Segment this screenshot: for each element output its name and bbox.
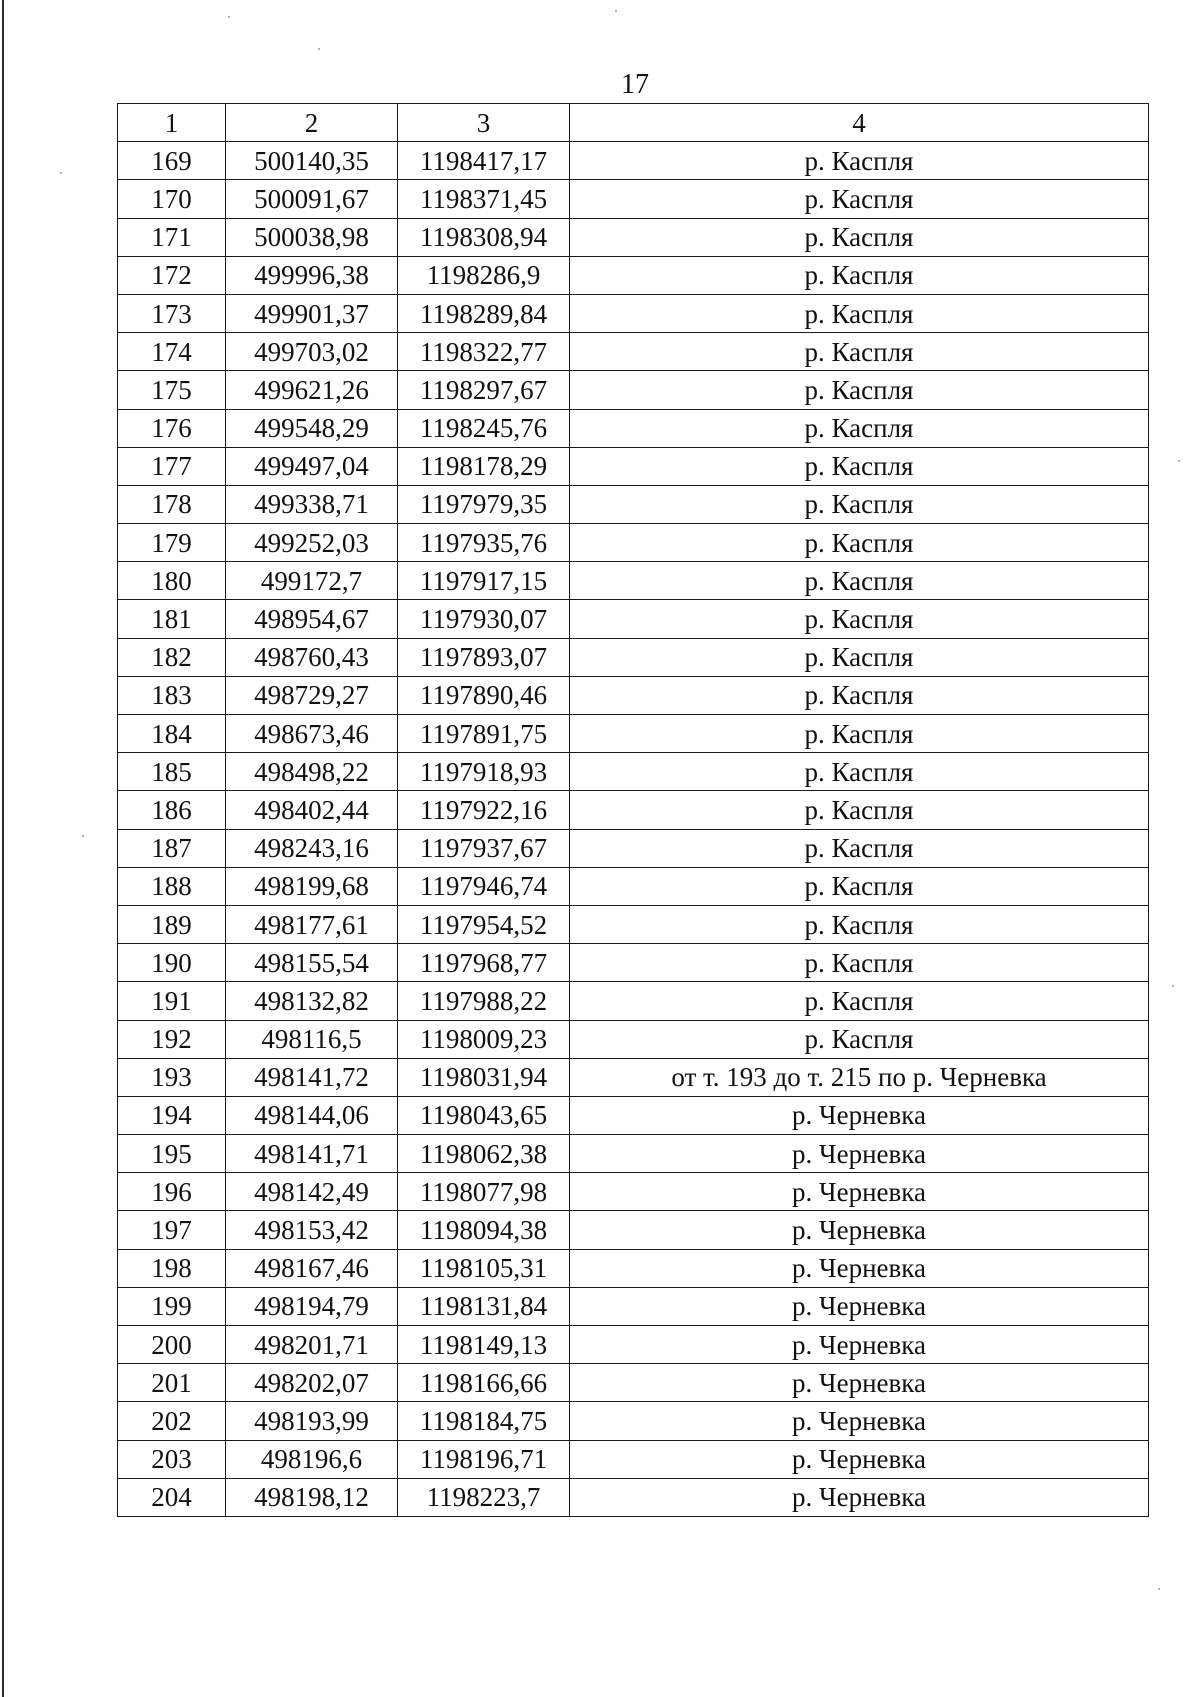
boundary-description-cell: р. Каспля [570,1020,1149,1058]
y-coordinate-cell: 1197935,76 [398,524,570,562]
point-number-cell: 174 [118,333,226,371]
x-coordinate-cell: 498194,79 [226,1287,398,1325]
point-number-cell: 201 [118,1364,226,1402]
x-coordinate-cell: 500091,67 [226,180,398,218]
table-row [118,333,1149,371]
x-coordinate-cell: 498402,44 [226,791,398,829]
y-coordinate-cell: 1198322,77 [398,333,570,371]
scan-speck [318,48,320,50]
boundary-description-cell: р. Каспля [570,333,1149,371]
y-coordinate-cell: 1197922,16 [398,791,570,829]
table-row [118,867,1149,905]
table-row [118,1478,1149,1516]
x-coordinate-cell: 498196,6 [226,1440,398,1478]
table-row [118,1249,1149,1287]
point-number-cell: 186 [118,791,226,829]
table-row [118,1020,1149,1058]
y-coordinate-cell: 1197891,75 [398,715,570,753]
boundary-description-cell: р. Черневка [570,1364,1149,1402]
y-coordinate-cell: 1198166,66 [398,1364,570,1402]
x-coordinate-cell: 498155,54 [226,944,398,982]
x-coordinate-cell: 498141,71 [226,1135,398,1173]
boundary-description-cell: р. Каспля [570,867,1149,905]
boundary-description-cell: р. Черневка [570,1173,1149,1211]
point-number-cell: 190 [118,944,226,982]
table-row [118,1211,1149,1249]
boundary-description-cell: р. Черневка [570,1249,1149,1287]
x-coordinate-cell: 499252,03 [226,524,398,562]
y-coordinate-cell: 1198043,65 [398,1096,570,1134]
table-row [118,715,1149,753]
boundary-description-cell: р. Каспля [570,409,1149,447]
table-row [118,905,1149,943]
scan-speck [615,10,617,12]
y-coordinate-cell: 1198223,7 [398,1478,570,1516]
boundary-description-cell: р. Каспля [570,715,1149,753]
y-coordinate-cell: 1197893,07 [398,638,570,676]
x-coordinate-cell: 499172,7 [226,562,398,600]
scan-speck [60,172,62,174]
point-number-cell: 187 [118,829,226,867]
y-coordinate-cell: 1198184,75 [398,1402,570,1440]
boundary-description-cell: р. Каспля [570,142,1149,180]
x-coordinate-cell: 498153,42 [226,1211,398,1249]
point-number-cell: 203 [118,1440,226,1478]
point-number-cell: 169 [118,142,226,180]
table-row [118,180,1149,218]
column-header-1: 1 [118,104,226,142]
y-coordinate-cell: 1198245,76 [398,409,570,447]
point-number-cell: 180 [118,562,226,600]
table-row [118,1135,1149,1173]
column-header-4: 4 [570,104,1149,142]
table-row [118,1058,1149,1096]
x-coordinate-cell: 499497,04 [226,447,398,485]
table-row [118,1402,1149,1440]
boundary-description-cell: от т. 193 до т. 215 по р. Черневка [570,1058,1149,1096]
table-row [118,1440,1149,1478]
point-number-cell: 200 [118,1326,226,1364]
point-number-cell: 204 [118,1478,226,1516]
x-coordinate-cell: 499996,38 [226,256,398,294]
y-coordinate-cell: 1197946,74 [398,867,570,905]
x-coordinate-cell: 499548,29 [226,409,398,447]
point-number-cell: 199 [118,1287,226,1325]
boundary-description-cell: р. Черневка [570,1287,1149,1325]
y-coordinate-cell: 1198286,9 [398,256,570,294]
boundary-description-cell: р. Черневка [570,1326,1149,1364]
x-coordinate-cell: 499901,37 [226,294,398,332]
x-coordinate-cell: 498142,49 [226,1173,398,1211]
y-coordinate-cell: 1198308,94 [398,218,570,256]
boundary-description-cell: р. Каспля [570,180,1149,218]
scan-border-line [2,0,4,1697]
x-coordinate-cell: 498729,27 [226,676,398,714]
table-row [118,676,1149,714]
table-row [118,600,1149,638]
x-coordinate-cell: 498954,67 [226,600,398,638]
boundary-description-cell: р. Каспля [570,218,1149,256]
boundary-description-cell: р. Каспля [570,256,1149,294]
x-coordinate-cell: 498141,72 [226,1058,398,1096]
boundary-description-cell: р. Каспля [570,562,1149,600]
y-coordinate-cell: 1198131,84 [398,1287,570,1325]
point-number-cell: 193 [118,1058,226,1096]
x-coordinate-cell: 498177,61 [226,905,398,943]
table-row [118,142,1149,180]
x-coordinate-cell: 499338,71 [226,485,398,523]
y-coordinate-cell: 1198196,71 [398,1440,570,1478]
boundary-description-cell: р. Каспля [570,753,1149,791]
table-row [118,371,1149,409]
point-number-cell: 176 [118,409,226,447]
table-row [118,218,1149,256]
x-coordinate-cell: 498760,43 [226,638,398,676]
x-coordinate-cell: 500038,98 [226,218,398,256]
table-row [118,638,1149,676]
scan-speck [1158,1588,1160,1590]
boundary-description-cell: р. Каспля [570,638,1149,676]
y-coordinate-cell: 1197988,22 [398,982,570,1020]
scan-speck [1178,460,1180,462]
point-number-cell: 198 [118,1249,226,1287]
point-number-cell: 185 [118,753,226,791]
table-row [118,1364,1149,1402]
table-row [118,791,1149,829]
table-row [118,409,1149,447]
scan-speck [82,835,84,837]
y-coordinate-cell: 1198417,17 [398,142,570,180]
y-coordinate-cell: 1197890,46 [398,676,570,714]
table-row [118,447,1149,485]
point-number-cell: 183 [118,676,226,714]
y-coordinate-cell: 1198297,67 [398,371,570,409]
x-coordinate-cell: 498116,5 [226,1020,398,1058]
boundary-description-cell: р. Черневка [570,1402,1149,1440]
x-coordinate-cell: 498167,46 [226,1249,398,1287]
boundary-description-cell: р. Каспля [570,294,1149,332]
point-number-cell: 191 [118,982,226,1020]
point-number-cell: 195 [118,1135,226,1173]
boundary-description-cell: р. Черневка [570,1096,1149,1134]
y-coordinate-cell: 1198371,45 [398,180,570,218]
boundary-description-cell: р. Каспля [570,600,1149,638]
point-number-cell: 196 [118,1173,226,1211]
boundary-description-cell: р. Черневка [570,1440,1149,1478]
x-coordinate-cell: 498673,46 [226,715,398,753]
point-number-cell: 178 [118,485,226,523]
boundary-description-cell: р. Каспля [570,524,1149,562]
point-number-cell: 181 [118,600,226,638]
x-coordinate-cell: 498498,22 [226,753,398,791]
x-coordinate-cell: 498199,68 [226,867,398,905]
x-coordinate-cell: 499621,26 [226,371,398,409]
table-row [118,1173,1149,1211]
point-number-cell: 197 [118,1211,226,1249]
coordinates-table [117,103,1149,1517]
boundary-description-cell: р. Черневка [570,1211,1149,1249]
y-coordinate-cell: 1198077,98 [398,1173,570,1211]
scan-speck [1172,985,1174,987]
y-coordinate-cell: 1198149,13 [398,1326,570,1364]
point-number-cell: 172 [118,256,226,294]
y-coordinate-cell: 1197979,35 [398,485,570,523]
boundary-description-cell: р. Каспля [570,485,1149,523]
boundary-description-cell: р. Черневка [570,1478,1149,1516]
table-row [118,294,1149,332]
point-number-cell: 182 [118,638,226,676]
y-coordinate-cell: 1197917,15 [398,562,570,600]
y-coordinate-cell: 1197954,52 [398,905,570,943]
table-row [118,524,1149,562]
boundary-description-cell: р. Каспля [570,676,1149,714]
x-coordinate-cell: 498202,07 [226,1364,398,1402]
point-number-cell: 171 [118,218,226,256]
x-coordinate-cell: 499703,02 [226,333,398,371]
y-coordinate-cell: 1197930,07 [398,600,570,638]
boundary-description-cell: р. Каспля [570,905,1149,943]
y-coordinate-cell: 1198289,84 [398,294,570,332]
column-header-3: 3 [398,104,570,142]
table-row [118,1287,1149,1325]
boundary-description-cell: р. Каспля [570,447,1149,485]
point-number-cell: 202 [118,1402,226,1440]
y-coordinate-cell: 1198094,38 [398,1211,570,1249]
x-coordinate-cell: 498201,71 [226,1326,398,1364]
table-row [118,944,1149,982]
point-number-cell: 177 [118,447,226,485]
header-row [118,104,1149,142]
column-header-2: 2 [226,104,398,142]
point-number-cell: 194 [118,1096,226,1134]
scan-speck [228,16,230,18]
boundary-description-cell: р. Каспля [570,829,1149,867]
x-coordinate-cell: 498243,16 [226,829,398,867]
y-coordinate-cell: 1197968,77 [398,944,570,982]
point-number-cell: 170 [118,180,226,218]
y-coordinate-cell: 1198009,23 [398,1020,570,1058]
boundary-description-cell: р. Каспля [570,371,1149,409]
table-row [118,562,1149,600]
y-coordinate-cell: 1198178,29 [398,447,570,485]
point-number-cell: 179 [118,524,226,562]
point-number-cell: 188 [118,867,226,905]
table-row [118,256,1149,294]
x-coordinate-cell: 498132,82 [226,982,398,1020]
table-row [118,829,1149,867]
y-coordinate-cell: 1197918,93 [398,753,570,791]
point-number-cell: 184 [118,715,226,753]
point-number-cell: 192 [118,1020,226,1058]
y-coordinate-cell: 1198062,38 [398,1135,570,1173]
point-number-cell: 175 [118,371,226,409]
table-row [118,753,1149,791]
point-number-cell: 189 [118,905,226,943]
y-coordinate-cell: 1198105,31 [398,1249,570,1287]
point-number-cell: 173 [118,294,226,332]
y-coordinate-cell: 1197937,67 [398,829,570,867]
table-body [118,142,1149,1517]
x-coordinate-cell: 498193,99 [226,1402,398,1440]
x-coordinate-cell: 500140,35 [226,142,398,180]
boundary-description-cell: р. Каспля [570,944,1149,982]
x-coordinate-cell: 498144,06 [226,1096,398,1134]
table-row [118,485,1149,523]
table-row [118,1096,1149,1134]
boundary-description-cell: р. Каспля [570,982,1149,1020]
table-row [118,1326,1149,1364]
y-coordinate-cell: 1198031,94 [398,1058,570,1096]
boundary-description-cell: р. Каспля [570,791,1149,829]
table-row [118,982,1149,1020]
x-coordinate-cell: 498198,12 [226,1478,398,1516]
boundary-description-cell: р. Черневка [570,1135,1149,1173]
page-number: 17 [621,69,649,100]
